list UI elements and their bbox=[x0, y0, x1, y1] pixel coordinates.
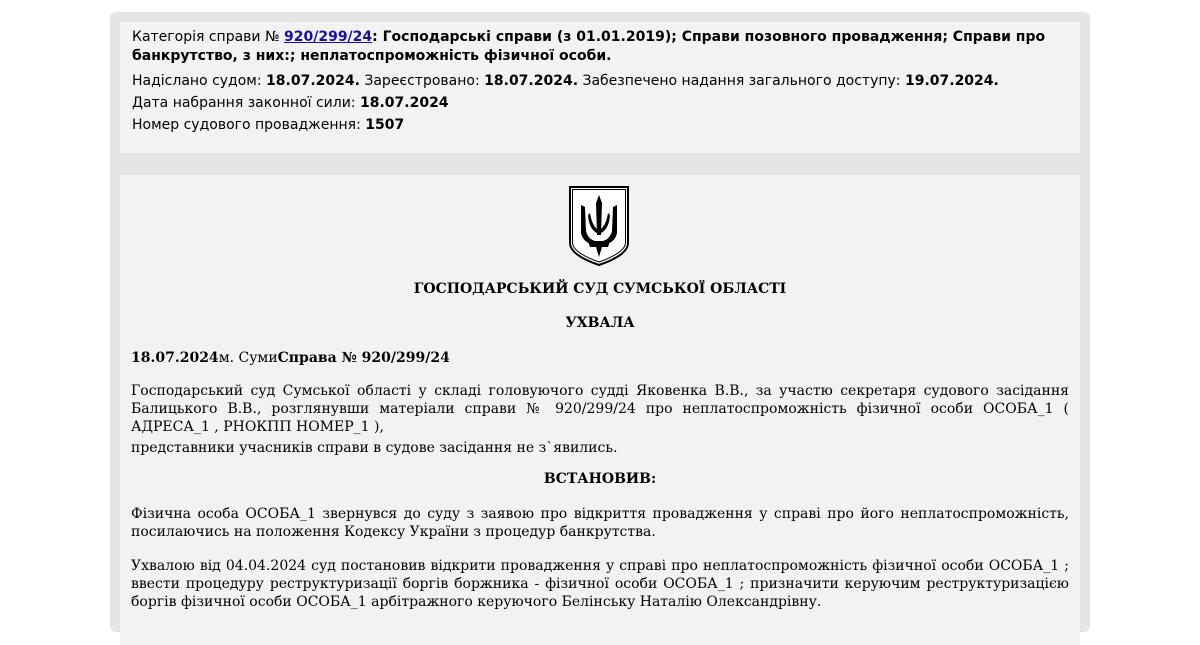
trident-coat-of-arms-icon bbox=[568, 185, 630, 267]
category-label: Категорія справи № bbox=[132, 29, 280, 45]
registered-date: 18.07.2024. bbox=[484, 73, 579, 89]
section-heading-established: ВСТАНОВИВ: bbox=[543, 471, 657, 487]
case-number: Справа № 920/299/24 bbox=[277, 350, 450, 366]
sent-date: 18.07.2024. bbox=[266, 73, 360, 89]
paragraph-attendance: представники учасників справи в судове засідання не з`явились. bbox=[131, 440, 618, 456]
case-category-line bbox=[132, 28, 1068, 66]
effective-label: Дата набрання законної сили: bbox=[132, 95, 356, 111]
sent-label: Надіслано судом: bbox=[132, 73, 262, 89]
case-metadata-panel bbox=[120, 22, 1080, 153]
access-date: 19.07.2024. bbox=[904, 73, 999, 89]
access-label: Забезпечено надання загального доступу: bbox=[582, 73, 901, 89]
paragraph-application: Фізична особа ОСОБА_1 звернувся до суду з заявою про відкриття провадження у справі про його неплатоспроможність, посилаючись на положення Кодексу України з процедур банкрутства. bbox=[131, 506, 1069, 540]
document-body bbox=[120, 175, 1080, 645]
document-city: м. Суми bbox=[218, 350, 278, 366]
dates-line bbox=[132, 70, 1068, 92]
registered-label: Зареєстровано: bbox=[364, 73, 480, 89]
proceeding-number-line bbox=[132, 114, 1068, 136]
page-container bbox=[110, 12, 1090, 632]
proceeding-number: 1507 bbox=[365, 117, 405, 133]
proceeding-label: Номер судового провадження: bbox=[132, 117, 361, 133]
document-date: 18.07.2024 bbox=[131, 350, 219, 366]
court-name: ГОСПОДАРСЬКИЙ СУД СУМСЬКОЇ ОБЛАСТІ bbox=[413, 281, 787, 297]
effective-date: 18.07.2024 bbox=[359, 95, 449, 111]
category-text: : Господарські справи (з 01.01.2019); Справи позовного провадження; Справи про банкрутство, з них:; неплатоспроможність фізичної особи. bbox=[132, 29, 1046, 64]
date-city-case-line bbox=[131, 350, 450, 366]
case-number-link[interactable]: 920/299/24 bbox=[284, 29, 373, 45]
document-type-title: УХВАЛА bbox=[565, 315, 635, 331]
effective-date-line bbox=[132, 92, 1068, 114]
paragraph-ruling: Ухвалою від 04.04.2024 суд постановив відкрити провадження у справі про неплатоспроможність фізичної особи ОСОБА_1 ; ввести процедуру реструктуризації боргів боржника - фізичної особи ОСОБА_1 ; призначити керуючим реструктуризацією боргів фізичної особи ОСОБА_1 арбітражного керуючого Белінську Наталію Олександрівну. bbox=[131, 558, 1069, 610]
paragraph-court-composition: Господарський суд Сумської області у складі головуючого судді Яковенка В.В., за участю секретаря судового засідання Балицького В.В., розглянувши матеріали справи № 920/299/24 про неплатоспроможність фізичної особи ОСОБА_1 ( АДРЕСА_1 , РНОКПП НОМЕР_1 ), bbox=[131, 383, 1069, 435]
